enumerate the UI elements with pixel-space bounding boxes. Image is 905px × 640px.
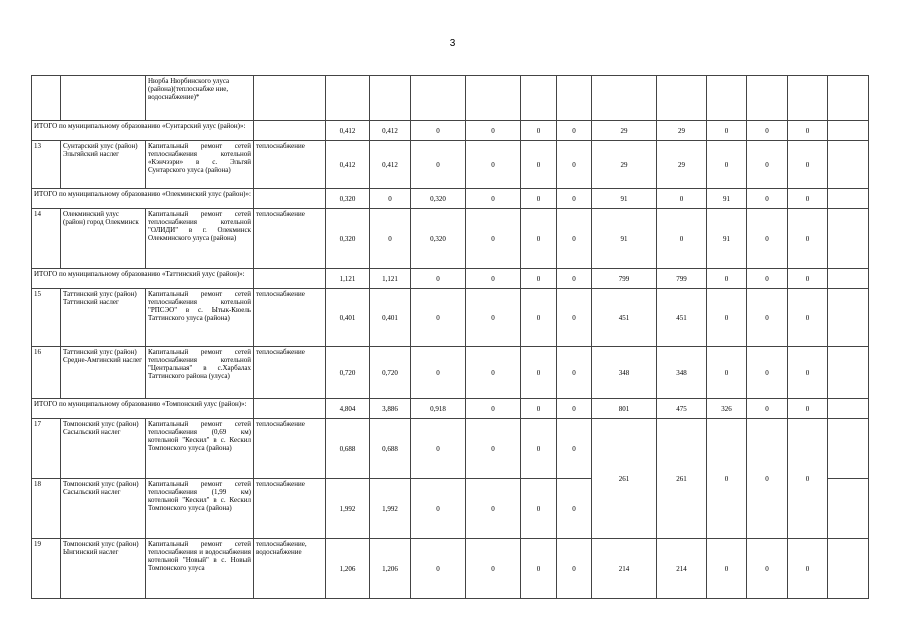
value-cell: 326 — [707, 399, 747, 419]
value-cell: 0 — [411, 539, 466, 599]
value-cell: 0 — [557, 347, 592, 399]
table-row — [32, 419, 869, 479]
place-cell: Олекминский улус (район) город Олекминск — [61, 209, 146, 269]
object-cell: Капитальный ремонт сетей теплоснабжения котельной «Кэнчээри» в с. Эльгяй Сунтарского улуса (района) — [146, 141, 254, 189]
kind-cell: теплоснабжение — [254, 347, 326, 399]
value-cell: 0 — [370, 209, 411, 269]
value-cell: 0 — [557, 141, 592, 189]
value-cell: 0 — [557, 189, 592, 209]
value-cell: 0,918 — [411, 399, 466, 419]
value-cell: 0,320 — [411, 209, 466, 269]
program-table — [31, 75, 869, 599]
value-cell: 0 — [521, 539, 557, 599]
value-cell: 0 — [411, 479, 466, 539]
row-number: 13 — [32, 141, 61, 189]
value-cell: 0 — [747, 539, 788, 599]
value-cell: 0 — [466, 347, 521, 399]
value-cell: 799 — [592, 269, 657, 289]
empty-cell — [828, 121, 869, 141]
value-cell: 1,992 — [326, 479, 370, 539]
empty-cell — [254, 269, 326, 289]
value-cell: 0 — [788, 539, 828, 599]
value-cell: 214 — [657, 539, 707, 599]
value-cell: 1,121 — [370, 269, 411, 289]
value-cell: 1,121 — [326, 269, 370, 289]
value-cell: 0,688 — [326, 419, 370, 479]
value-cell: 0 — [747, 289, 788, 347]
empty-cell — [254, 189, 326, 209]
value-cell: 0 — [557, 289, 592, 347]
kind-cell: теплоснабжение — [254, 479, 326, 539]
empty-cell — [828, 209, 869, 269]
object-cell: Капитальный ремонт сетей теплоснабжения и водоснабжения котельной "Новый" в с. Новый Томпонского улуса — [146, 539, 254, 599]
row-number: 18 — [32, 479, 61, 539]
kind-cell: теплоснабжение — [254, 289, 326, 347]
value-cell: 0 — [521, 121, 557, 141]
value-cell: 0 — [747, 209, 788, 269]
row-number: 19 — [32, 539, 61, 599]
row-number: 16 — [32, 347, 61, 399]
page-number: 3 — [449, 38, 456, 49]
value-cell: 0 — [707, 121, 747, 141]
value-cell: 0 — [788, 141, 828, 189]
object-cell: Капитальный ремонт сетей теплоснабжения котельной "Центральная" в с.Харбалах Таттинского района (улуса) — [146, 347, 254, 399]
value-cell: 0,320 — [326, 189, 370, 209]
value-cell: 0 — [557, 121, 592, 141]
value-cell: 0 — [466, 121, 521, 141]
value-cell: 0 — [370, 189, 411, 209]
place-cell: Томпонский улус (район) Ынгинский наслег — [61, 539, 146, 599]
value-cell: 0 — [788, 289, 828, 347]
value-cell: 0,412 — [370, 121, 411, 141]
value-cell: 0 — [788, 347, 828, 399]
object-cell: Капитальный ремонт сетей теплоснабжения котельной "РПСЭО" в с. Ытык-Кюель Таттинского улуса (района) — [146, 289, 254, 347]
value-cell: 0 — [557, 399, 592, 419]
value-cell: 451 — [657, 289, 707, 347]
table-row — [32, 141, 869, 189]
table-row — [32, 539, 869, 599]
value-cell: 0,720 — [370, 347, 411, 399]
value-cell: 0,401 — [326, 289, 370, 347]
empty-cell — [828, 141, 869, 189]
value-cell: 0 — [466, 419, 521, 479]
value-cell: 91 — [592, 189, 657, 209]
value-cell: 1,206 — [370, 539, 411, 599]
place-cell: Таттинский улус (район) Средне-Амгинский наслег — [61, 347, 146, 399]
empty-cell — [828, 479, 869, 539]
value-cell: 0 — [466, 539, 521, 599]
value-cell: 0 — [466, 189, 521, 209]
value-cell: 29 — [592, 121, 657, 141]
value-cell: 0 — [707, 289, 747, 347]
value-cell: 0,412 — [370, 141, 411, 189]
merged-value-cell: 0 — [747, 419, 788, 539]
value-cell: 0 — [788, 269, 828, 289]
value-cell: 348 — [592, 347, 657, 399]
value-cell: 0 — [557, 269, 592, 289]
value-cell: 0 — [788, 121, 828, 141]
total-label: ИТОГО по муниципальному образованию «Томпонский улус (район)»: — [32, 399, 254, 419]
table-row — [32, 289, 869, 347]
table-row — [32, 76, 869, 121]
value-cell: 0 — [521, 399, 557, 419]
value-cell: 0 — [747, 347, 788, 399]
merged-value-cell: 261 — [592, 419, 657, 539]
value-cell: 0 — [521, 419, 557, 479]
object-cell: Капитальный ремонт сетей теплоснабжения котельной "ОЛИДИ" в г. Олекминск Олекминского улуса (района) — [146, 209, 254, 269]
value-cell: 0,720 — [326, 347, 370, 399]
place-cell: Томпонский улус (район) Сасыльский наслег — [61, 479, 146, 539]
value-cell: 0,412 — [326, 121, 370, 141]
merged-value-cell: 0 — [707, 419, 747, 539]
value-cell: 0 — [411, 289, 466, 347]
object-cell: Капитальный ремонт сетей теплоснабжения (1,99 км) котельной "Кескил" в с. Кескил Томпонского улуса (района) — [146, 479, 254, 539]
value-cell: 3,886 — [370, 399, 411, 419]
value-cell: 0 — [557, 479, 592, 539]
value-cell: 0 — [466, 209, 521, 269]
value-cell: 0 — [747, 141, 788, 189]
kind-cell: теплоснабжение — [254, 141, 326, 189]
value-cell: 348 — [657, 347, 707, 399]
empty-cell — [828, 539, 869, 599]
value-cell: 0 — [788, 209, 828, 269]
value-cell: 0 — [557, 539, 592, 599]
value-cell: 29 — [657, 141, 707, 189]
place-cell: Сунтарский улус (район) Эльгяйский наслег — [61, 141, 146, 189]
value-cell: 451 — [592, 289, 657, 347]
value-cell: 0 — [521, 479, 557, 539]
value-cell: 0 — [747, 189, 788, 209]
value-cell: 0 — [521, 289, 557, 347]
empty-cell — [828, 399, 869, 419]
empty-cell — [828, 189, 869, 209]
value-cell: 0 — [557, 209, 592, 269]
value-cell: 0 — [411, 269, 466, 289]
value-cell: 0 — [707, 141, 747, 189]
total-row — [32, 189, 869, 209]
value-cell: 0 — [466, 269, 521, 289]
value-cell: 0 — [747, 399, 788, 419]
value-cell: 0 — [466, 399, 521, 419]
value-cell: 0 — [788, 189, 828, 209]
value-cell: 0,320 — [411, 189, 466, 209]
value-cell: 0 — [521, 141, 557, 189]
empty-cell — [828, 419, 869, 479]
total-label: ИТОГО по муниципальному образованию «Олекминский улус (район)»: — [32, 189, 254, 209]
total-row — [32, 121, 869, 141]
total-row — [32, 269, 869, 289]
value-cell: 0 — [466, 141, 521, 189]
value-cell: 0 — [707, 347, 747, 399]
object-cell: Нюрба Нюрбинского улуса (района)(теплоснабже ние, водоснабжение)* — [146, 76, 254, 121]
value-cell: 0 — [747, 269, 788, 289]
object-cell: Капитальный ремонт сетей теплоснабжения (0,69 км) котельной "Кескил" в с. Кескил Томпонского улуса (района) — [146, 419, 254, 479]
value-cell: 0,320 — [326, 209, 370, 269]
value-cell: 29 — [657, 121, 707, 141]
value-cell: 0 — [521, 347, 557, 399]
value-cell: 0 — [657, 209, 707, 269]
value-cell: 214 — [592, 539, 657, 599]
value-cell: 1,992 — [370, 479, 411, 539]
value-cell: 0 — [707, 269, 747, 289]
value-cell: 0 — [657, 189, 707, 209]
value-cell: 91 — [707, 189, 747, 209]
value-cell: 799 — [657, 269, 707, 289]
value-cell: 0,401 — [370, 289, 411, 347]
value-cell: 0 — [788, 399, 828, 419]
merged-value-cell: 261 — [657, 419, 707, 539]
value-cell: 0 — [557, 419, 592, 479]
row-number: 17 — [32, 419, 61, 479]
value-cell: 0 — [411, 121, 466, 141]
value-cell: 475 — [657, 399, 707, 419]
value-cell: 0 — [747, 121, 788, 141]
value-cell: 0 — [466, 289, 521, 347]
total-label: ИТОГО по муниципальному образованию «Таттинский улус (район)»: — [32, 269, 254, 289]
merged-value-cell: 0 — [788, 419, 828, 539]
value-cell: 4,804 — [326, 399, 370, 419]
empty-cell — [828, 289, 869, 347]
value-cell: 1,206 — [326, 539, 370, 599]
value-cell: 0 — [521, 269, 557, 289]
empty-cell — [828, 347, 869, 399]
value-cell: 0 — [411, 419, 466, 479]
empty-cell — [254, 121, 326, 141]
kind-cell: теплоснабжение — [254, 419, 326, 479]
row-number: 15 — [32, 289, 61, 347]
value-cell: 0 — [707, 539, 747, 599]
value-cell: 0,412 — [326, 141, 370, 189]
table-row — [32, 209, 869, 269]
empty-cell — [828, 269, 869, 289]
value-cell: 91 — [592, 209, 657, 269]
kind-cell: теплоснабжение — [254, 209, 326, 269]
total-label: ИТОГО по муниципальному образованию «Сунтарский улус (район)»: — [32, 121, 254, 141]
total-row — [32, 399, 869, 419]
place-cell: Таттинский улус (район) Таттинский наслег — [61, 289, 146, 347]
value-cell: 0 — [411, 347, 466, 399]
value-cell: 0 — [411, 141, 466, 189]
table-row — [32, 347, 869, 399]
place-cell: Томпонский улус (район) Сасыльский наслег — [61, 419, 146, 479]
value-cell: 0 — [521, 209, 557, 269]
value-cell: 0,688 — [370, 419, 411, 479]
value-cell: 0 — [521, 189, 557, 209]
empty-cell — [254, 399, 326, 419]
value-cell: 29 — [592, 141, 657, 189]
value-cell: 91 — [707, 209, 747, 269]
kind-cell: теплоснабжение, водоснабжение — [254, 539, 326, 599]
row-number: 14 — [32, 209, 61, 269]
value-cell: 0 — [466, 479, 521, 539]
value-cell: 801 — [592, 399, 657, 419]
